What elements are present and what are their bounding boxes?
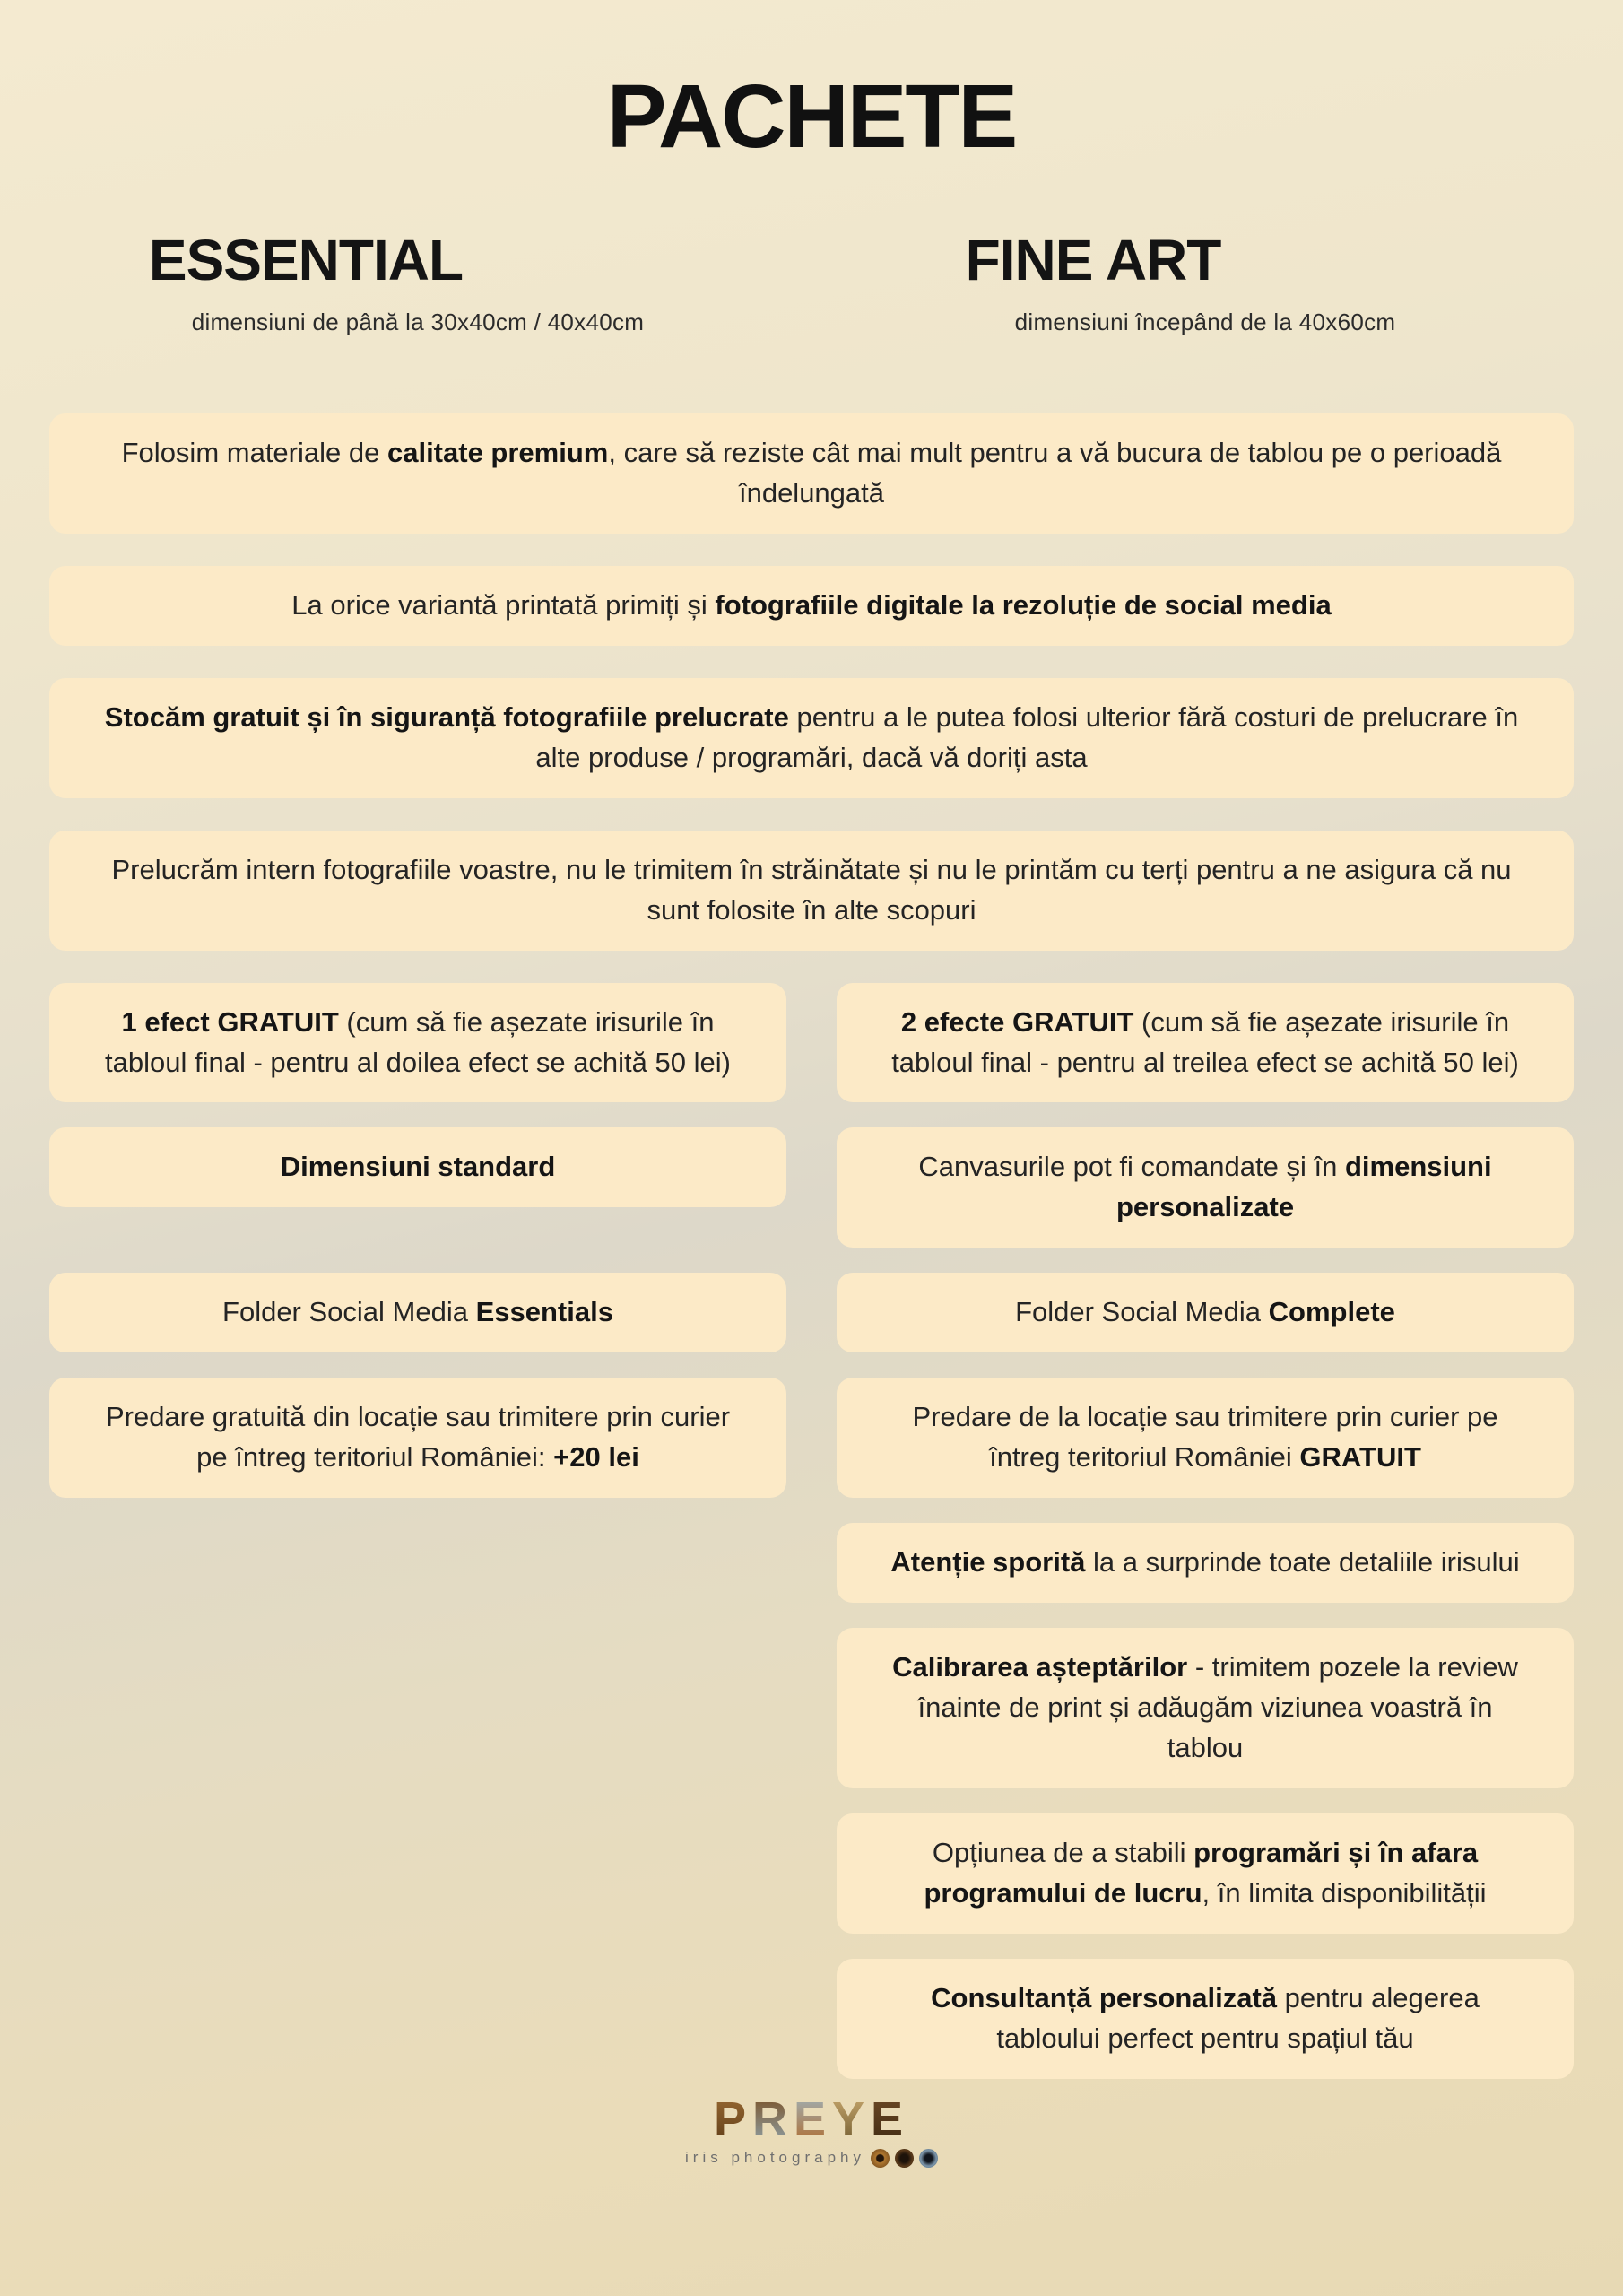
card-premium-materials: Folosim materiale de calitate premium, care să reziste cât mai mult pentru a vă bucura de tablou pe o perioadă îndelungată <box>49 413 1574 534</box>
card-essential-effect: 1 efect GRATUIT (cum să fie așezate irisurile în tabloul final - pentru al doilea efect se achită 50 lei) <box>49 983 786 1103</box>
card-fineart-attention: Atenție sporită la a surprinde toate detaliile irisului <box>837 1523 1574 1603</box>
iris-icon <box>895 2149 914 2168</box>
card-fineart-dimensions: Canvasurile pot fi comandate și în dimensiuni personalizate <box>837 1127 1574 1248</box>
card-fineart-folder: Folder Social Media Complete <box>837 1273 1574 1352</box>
logo-letter: E <box>871 2092 910 2146</box>
card-essential-delivery: Predare gratuită din locație sau trimitere prin curier pe întreg teritoriul României: +20 lei <box>49 1378 786 1498</box>
card-essential-folder: Folder Social Media Essentials <box>49 1273 786 1352</box>
shared-features <box>49 413 1574 951</box>
card-fineart-delivery: Predare de la locație sau trimitere prin curier pe întreg teritoriul României GRATUIT <box>837 1378 1574 1498</box>
card-essential-dimensions: Dimensiuni standard <box>49 1127 786 1207</box>
package-headers-row <box>49 228 1574 336</box>
card-digital-photos: La orice variantă printată primiți și fotografiile digitale la rezoluție de social media <box>49 566 1574 646</box>
essential-subtitle: dimensiuni de până la 30x40cm / 40x40cm <box>191 309 645 335</box>
card-internal-processing: Prelucrăm intern fotografiile voastre, nu le trimitem în străinătate și nu le printăm cu terți pentru a ne asigura că nu sunt folosite în alte scopuri <box>49 831 1574 951</box>
logo-letter: R <box>751 2092 794 2146</box>
fine-art-header <box>837 228 1574 336</box>
iris-icon <box>919 2149 938 2168</box>
essential-title: ESSENTIAL <box>148 228 464 292</box>
logo-letter: Y <box>832 2092 872 2146</box>
card-free-storage: Stocăm gratuit și în siguranță fotografiile prelucrate pentru a le putea folosi ulterior fără costuri de prelucrare în alte produse / programări, dacă vă doriți asta <box>49 678 1574 798</box>
iris-icon <box>871 2149 890 2168</box>
card-fineart-calibration: Calibrarea așteptărilor - trimitem pozele la review înainte de print și adăugăm viziunea voastră în tablou <box>837 1628 1574 1788</box>
logo-letter: E <box>793 2092 832 2146</box>
card-fineart-consulting: Consultanță personalizată pentru alegerea tabloului perfect pentru spațiul tău <box>837 1959 1574 2079</box>
brand-logo <box>49 2092 1574 2168</box>
essential-header <box>49 228 786 336</box>
logo-tagline-text: iris photography <box>685 2149 865 2167</box>
logo-wordmark <box>49 2092 1574 2146</box>
package-comparison-grid <box>49 983 1574 2079</box>
logo-letter: P <box>713 2092 752 2146</box>
fine-art-subtitle: dimensiuni începând de la 40x60cm <box>1014 309 1396 335</box>
card-fineart-scheduling: Opțiunea de a stabili programări și în afara programului de lucru, în limita disponibilității <box>837 1813 1574 1934</box>
page-title: PACHETE <box>606 66 1017 167</box>
card-fineart-effects: 2 efecte GRATUIT (cum să fie așezate irisurile în tabloul final - pentru al treilea efect se achită 50 lei) <box>837 983 1574 1103</box>
logo-tagline <box>685 2149 938 2168</box>
fine-art-title: FINE ART <box>965 228 1221 292</box>
